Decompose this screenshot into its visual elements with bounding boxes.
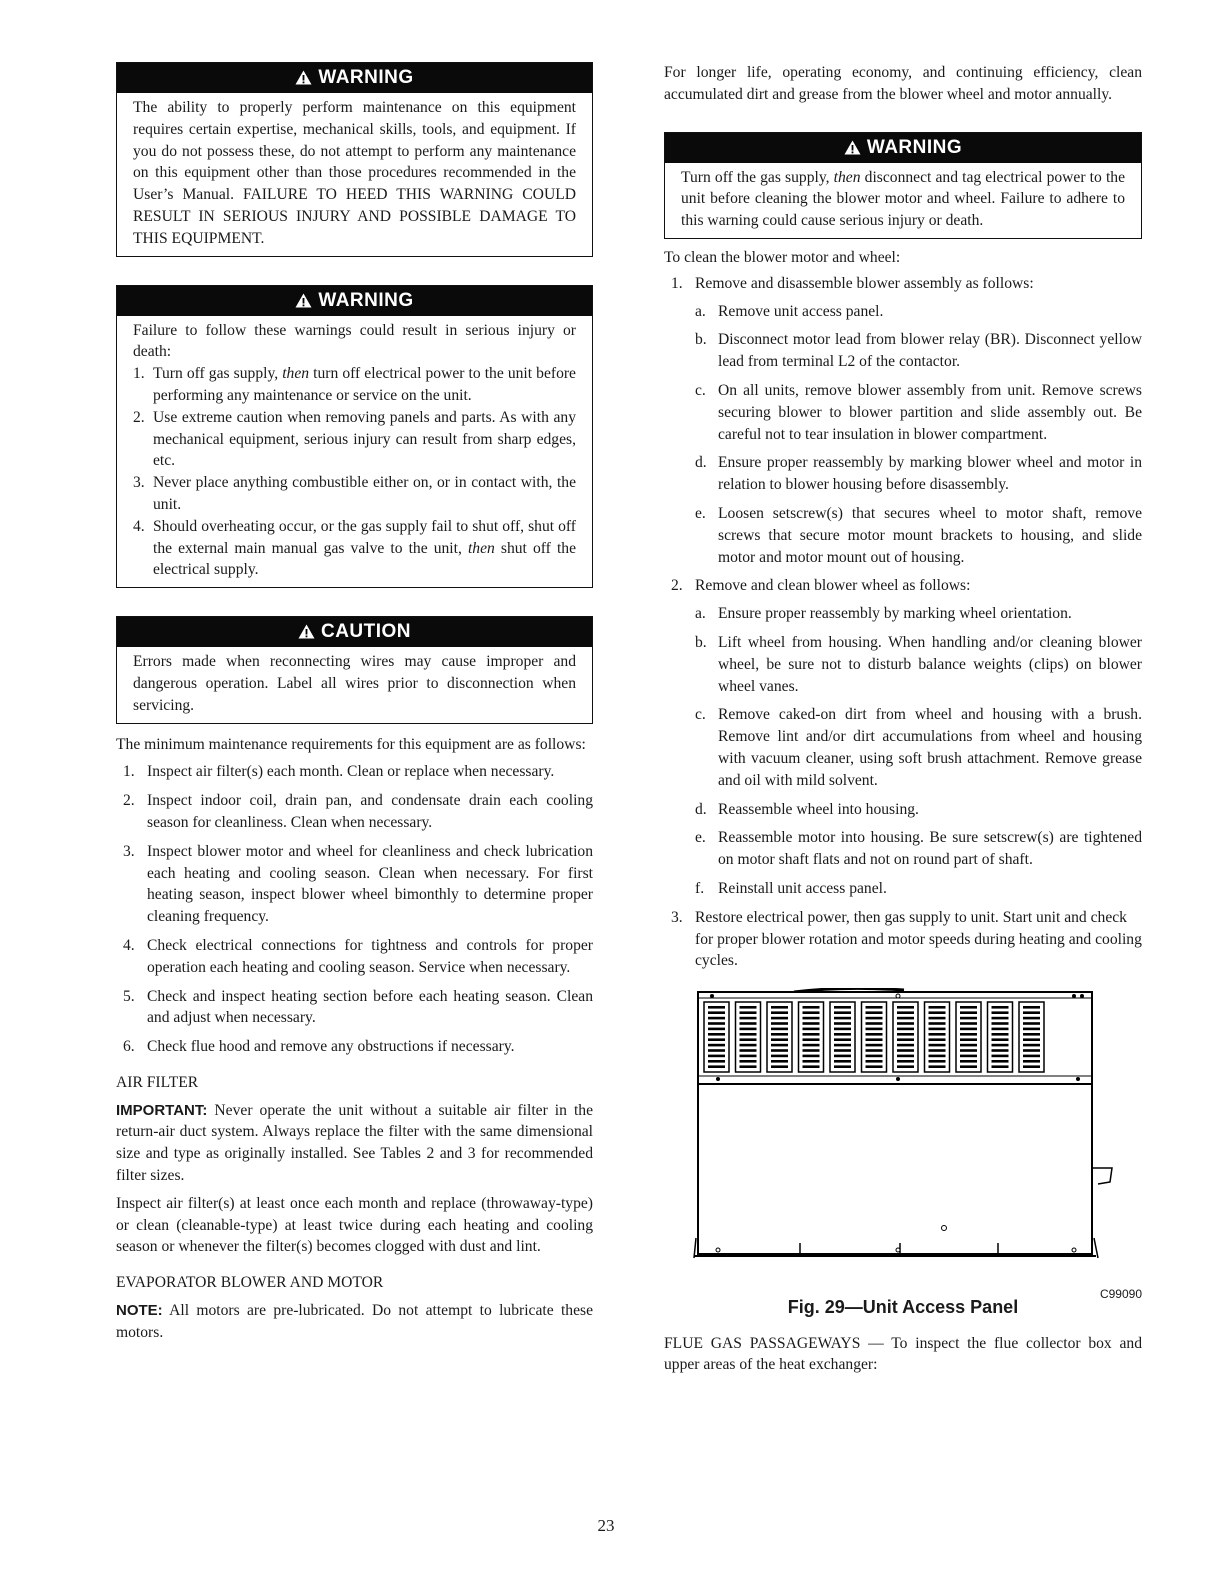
louver-slat xyxy=(708,1033,725,1036)
louver-slat xyxy=(960,1022,977,1025)
warning-triangle-icon xyxy=(298,624,315,639)
louver-slat xyxy=(866,1038,883,1041)
section-heading-flue: FLUE GAS PASSAGEWAYS xyxy=(664,1334,861,1352)
flue-paragraph: FLUE GAS PASSAGEWAYS — To inspect the flue collector box and upper areas of the heat exchanger: xyxy=(664,1334,1142,1374)
sub-list xyxy=(695,603,1142,900)
important-paragraph: IMPORTANT: Never operate the unit without a suitable air filter in the return-air duct system. Always replace the filter with the same dimensional size and type as originally installed. See Tables 2 and 3 for recommended filter sizes. xyxy=(116,1101,593,1185)
section-heading-air-filter: AIR FILTER xyxy=(116,1073,199,1091)
louver-slat xyxy=(897,1065,914,1068)
louver-slat xyxy=(960,1055,977,1058)
louver-slat xyxy=(992,1011,1009,1014)
louver-slat xyxy=(771,1028,788,1031)
louver-slat xyxy=(740,1049,757,1052)
louver-slat xyxy=(740,1017,757,1020)
louver-slat xyxy=(740,1055,757,1058)
louver-slat xyxy=(992,1055,1009,1058)
louver-slat xyxy=(740,1028,757,1031)
warning-triangle-icon xyxy=(295,70,312,85)
louver-slat xyxy=(1023,1060,1040,1063)
louver-slat xyxy=(992,1006,1009,1009)
sub-item: e. Loosen setscrew(s) that secures wheel to motor shaft, remove screws that secure motor mount brackets to housing, and slide motor and motor mount out of housing. xyxy=(695,504,1142,566)
louver-slat xyxy=(960,1065,977,1068)
list-item: 2. Use extreme caution when removing panels and parts. As with any mechanical equipment, serious injury can result from sharp edges, etc. xyxy=(133,408,576,470)
figure-unit-access-panel xyxy=(664,988,1142,1319)
louver-slat xyxy=(740,1011,757,1014)
note-label: NOTE: xyxy=(116,1302,163,1320)
louver-slat xyxy=(1023,1033,1040,1036)
louver-slat xyxy=(708,1017,725,1020)
page-number: 23 xyxy=(597,1516,615,1535)
louver-slat xyxy=(866,1022,883,1025)
list-item: 3. Inspect blower motor and wheel for cleanliness and check lubrication each heating and cooling season. Clean when necessary. For first heating season, inspect blower wheel bimonthly to determine proper cleaning frequency. xyxy=(123,842,593,926)
louver-slat xyxy=(866,1060,883,1063)
louver-slat xyxy=(1023,1055,1040,1058)
louver-slat xyxy=(1023,1065,1040,1068)
louver-slat xyxy=(803,1065,820,1068)
louver-slat xyxy=(708,1038,725,1041)
blower-intro: For longer life, operating economy, and continuing efficiency, clean accumulated dirt and grease from the blower wheel and motor annually. xyxy=(664,64,1142,103)
louver-slat xyxy=(803,1044,820,1047)
louver-slat xyxy=(929,1006,946,1009)
louver-slat xyxy=(929,1033,946,1036)
louver-slat xyxy=(771,1017,788,1020)
louver-slat xyxy=(740,1038,757,1041)
louver-slat xyxy=(929,1017,946,1020)
louver-slat xyxy=(866,1011,883,1014)
louver-slat xyxy=(960,1038,977,1041)
louver-slat xyxy=(866,1028,883,1031)
louver-slat xyxy=(708,1060,725,1063)
sub-item: b. Disconnect motor lead from blower relay (BR). Disconnect yellow lead from terminal L2 of the contactor. xyxy=(695,331,1142,371)
louver-slat xyxy=(992,1060,1009,1063)
warning-box-3 xyxy=(664,132,1142,239)
louver-slat xyxy=(1023,1017,1040,1020)
louver-slat xyxy=(992,1049,1009,1052)
louver-slat xyxy=(771,1038,788,1041)
louver-slat xyxy=(960,1017,977,1020)
list-item: 2. Remove and clean blower wheel as follows: a. Ensure proper reassembly by marking wheel orientation. b. Lift wheel from housing. When handling and/or cleaning blower wheel, be sure not to disturb balance weights (clips) on blower wheel vanes. c. Remove caked-on dirt from wheel and housing with a brush. Remove lint and/or dirt accumulations from wheel and housing with vacuum cleaner, using soft brush attachment. Remove grease and oil with mild solvent. d. Reassemble wheel into housing. e. Reassemble motor into housing. Be sure setscrew(s) are tightened on motor shaft flats and not on round part of shaft. f. Reinstall unit access panel. xyxy=(664,575,1142,899)
louver-slat xyxy=(866,1049,883,1052)
figure-caption: Fig. 29—Unit Access Panel xyxy=(787,1296,1019,1317)
louver-slat xyxy=(740,1006,757,1009)
warning-triangle-icon xyxy=(844,140,861,155)
louver-slat xyxy=(866,1006,883,1009)
sub-item: d. Ensure proper reassembly by marking blower wheel and motor in relation to blower housing before disassembly. xyxy=(695,454,1142,494)
louver-slat xyxy=(834,1017,851,1020)
louver-slat xyxy=(897,1028,914,1031)
louver-slat xyxy=(897,1055,914,1058)
louver-slat xyxy=(834,1028,851,1031)
sub-list xyxy=(695,301,1142,569)
louver-slat xyxy=(897,1022,914,1025)
note-paragraph: NOTE: All motors are pre-lubricated. Do not attempt to lubricate these motors. xyxy=(116,1302,593,1341)
maintenance-list xyxy=(116,761,593,1058)
louver-slat xyxy=(740,1060,757,1063)
list-item: 4. Check electrical connections for tightness and controls for proper operation each heating and cooling season. Service when necessary. xyxy=(123,936,593,976)
louver-slat xyxy=(708,1044,725,1047)
louver-slat xyxy=(992,1038,1009,1041)
louver-slat xyxy=(708,1028,725,1031)
warning-title: WARNING xyxy=(318,289,414,311)
left-column xyxy=(116,62,593,1344)
louver-slat xyxy=(708,1022,725,1025)
louver-slat xyxy=(866,1055,883,1058)
louver-slat xyxy=(834,1049,851,1052)
louver-slat xyxy=(771,1011,788,1014)
louver-slat xyxy=(992,1033,1009,1036)
louver-slat xyxy=(897,1017,914,1020)
louver-slat xyxy=(708,1006,725,1009)
louver-slat xyxy=(929,1065,946,1068)
louver-slat xyxy=(929,1049,946,1052)
louver-slat xyxy=(929,1060,946,1063)
figure-code: C99090 xyxy=(1099,1287,1142,1302)
louver-slat xyxy=(803,1022,820,1025)
sub-item: a. Ensure proper reassembly by marking wheel orientation. xyxy=(695,605,1072,623)
sub-item: a. Remove unit access panel. xyxy=(695,302,884,320)
louver-slat xyxy=(960,1049,977,1052)
louver-slat xyxy=(897,1044,914,1047)
list-item: 3. Never place anything combustible either on, or in contact with, the unit. xyxy=(133,474,576,513)
warning-box-1 xyxy=(116,62,593,257)
louver-slat xyxy=(803,1055,820,1058)
list-item: 2. Inspect indoor coil, drain pan, and condensate drain each cooling season for cleanliness. Clean when necessary. xyxy=(123,792,593,831)
caution-header xyxy=(117,617,592,647)
louver-slat xyxy=(1023,1049,1040,1052)
louver-slat xyxy=(897,1011,914,1014)
louver-slat xyxy=(771,1055,788,1058)
louver-slat xyxy=(803,1038,820,1041)
louver-slat xyxy=(929,1055,946,1058)
list-item: 5. Check and inspect heating section before each heating season. Clean and adjust when necessary. xyxy=(123,987,593,1027)
louver-slat xyxy=(708,1065,725,1068)
louver-slat xyxy=(992,1022,1009,1025)
louver-slat xyxy=(834,1044,851,1047)
louver-slat xyxy=(740,1065,757,1068)
louver-slat xyxy=(1023,1022,1040,1025)
louver-slat xyxy=(708,1049,725,1052)
louver-slat xyxy=(834,1011,851,1014)
warning-box-2 xyxy=(116,285,593,589)
louver-slat xyxy=(1023,1011,1040,1014)
warning-title: WARNING xyxy=(866,136,963,158)
louver-slat xyxy=(960,1033,977,1036)
sub-item: c. On all units, remove blower assembly from unit. Remove screws securing blower to blower partition and slide assembly out. Be careful not to tear insulation in blower compartment. xyxy=(695,381,1142,443)
louver-slat xyxy=(834,1022,851,1025)
louver-slat xyxy=(771,1060,788,1063)
louver-slat xyxy=(960,1028,977,1031)
louver-slat xyxy=(960,1060,977,1063)
louver-slat xyxy=(992,1065,1009,1068)
sub-item: d. Reassemble wheel into housing. xyxy=(695,800,919,818)
louver-slat xyxy=(803,1006,820,1009)
sub-item: b. Lift wheel from housing. When handling and/or cleaning blower wheel, be sure not to disturb balance weights (clips) on blower wheel vanes. xyxy=(695,633,1142,695)
louver-slat xyxy=(834,1006,851,1009)
unit-access-panel-drawing xyxy=(664,988,1142,1288)
warning-title: WARNING xyxy=(318,67,414,88)
louver-slat xyxy=(992,1028,1009,1031)
louver-slat xyxy=(1023,1006,1040,1009)
louver-slat xyxy=(803,1060,820,1063)
sub-item: c. Remove caked-on dirt from wheel and housing with a brush. Remove lint and/or dirt accumulations from wheel and housing with vacuum cleaner, using soft brush attachment. Remove grease and oil with mild solvent. xyxy=(695,706,1142,789)
clean-steps xyxy=(664,273,1142,972)
louver-slat xyxy=(992,1044,1009,1047)
louver-slat xyxy=(929,1028,946,1031)
list-item: 6. Check flue hood and remove any obstructions if necessary. xyxy=(123,1038,515,1056)
louver-slat xyxy=(929,1044,946,1047)
louver-slat xyxy=(834,1060,851,1063)
louver-slat xyxy=(1023,1038,1040,1041)
clean-intro: To clean the blower motor and wheel: xyxy=(664,248,901,266)
important-label: IMPORTANT: xyxy=(116,1101,208,1119)
caution-body: Errors made when reconnecting wires may cause improper and dangerous operation. Label all wires prior to disconnection when servicing. xyxy=(133,653,576,714)
louver-slat xyxy=(960,1044,977,1047)
louver-slat xyxy=(771,1044,788,1047)
warning-header xyxy=(665,133,1141,163)
louver-slat xyxy=(960,1011,977,1014)
list-item: 3. Restore electrical power, then gas supply to unit. Start unit and check for proper blower rotation and motor speeds during heating and cooling cycles. xyxy=(671,908,1142,970)
louver-slat xyxy=(929,1022,946,1025)
list-item: 1. Turn off gas supply, then turn off electrical power to the unit before performing any maintenance or service on the unit. xyxy=(133,365,576,404)
louver-slat xyxy=(1023,1044,1040,1047)
louver-slat xyxy=(803,1028,820,1031)
section-heading-evaporator: EVAPORATOR BLOWER AND MOTOR xyxy=(116,1274,384,1292)
louver-slat xyxy=(803,1033,820,1036)
sub-item: e. Reassemble motor into housing. Be sure setscrew(s) are tightened on motor shaft flats and not on round part of shaft. xyxy=(695,829,1142,869)
louver-slat xyxy=(803,1049,820,1052)
louver-slat xyxy=(866,1065,883,1068)
warning-triangle-icon xyxy=(295,293,312,308)
warning-header xyxy=(117,63,592,93)
louver-slat xyxy=(708,1011,725,1014)
louver-slat xyxy=(866,1033,883,1036)
louver-slat xyxy=(897,1033,914,1036)
louver-slat xyxy=(929,1011,946,1014)
louver-slat xyxy=(866,1017,883,1020)
louver-slat xyxy=(929,1038,946,1041)
louver-slat xyxy=(708,1055,725,1058)
louver-slat xyxy=(1023,1028,1040,1031)
louver-slat xyxy=(740,1022,757,1025)
caution-box xyxy=(116,616,593,723)
louver-slat xyxy=(834,1055,851,1058)
louver-slat xyxy=(866,1044,883,1047)
louver-slat xyxy=(897,1006,914,1009)
warning-header xyxy=(117,286,592,316)
warning-body: Turn off the gas supply, then disconnect and tag electrical power to the unit before cleaning the blower motor and wheel. Failure to adhere to this warning could cause serious injury or death. xyxy=(681,168,1125,230)
air-filter-paragraph: Inspect air filter(s) at least once each month and replace (throwaway-type) or clean (cleanable-type) at least twice during each heating and cooling season or whenever the filter(s) becomes clogged with dust and lint. xyxy=(116,1194,593,1256)
warning-intro: Failure to follow these warnings could result in serious injury or death: xyxy=(133,321,576,361)
maintenance-intro: The minimum maintenance requirements for this equipment are as follows: xyxy=(116,735,586,753)
warning-body xyxy=(117,316,592,588)
louver-slat xyxy=(740,1033,757,1036)
sub-item: f. Reinstall unit access panel. xyxy=(695,879,887,897)
louver-slat xyxy=(992,1017,1009,1020)
warning-list xyxy=(133,363,576,581)
louver-slat xyxy=(834,1065,851,1068)
louver-slat xyxy=(771,1033,788,1036)
list-item: 1. Remove and disassemble blower assembly as follows: a. Remove unit access panel. b. Disconnect motor lead from blower relay (BR). Disconnect yellow lead from terminal L2 of the contactor. c. On all units, remove blower assembly from unit. Remove screws securing blower to blower partition and slide assembly out. Be careful not to tear insulation in blower compartment. d. Ensure proper reassembly by marking blower wheel and motor in relation to blower housing before disassembly. e. Loosen setscrew(s) that secures wheel to motor shaft, remove screws that secure motor mount brackets to housing, and slide motor and motor mount out of housing. xyxy=(664,273,1142,569)
louver-slat xyxy=(771,1022,788,1025)
louver-slat xyxy=(960,1006,977,1009)
louver-slat xyxy=(897,1060,914,1063)
louver-slat xyxy=(740,1044,757,1047)
louver-slat xyxy=(897,1038,914,1041)
warning-body: The ability to properly perform maintenance on this equipment requires certain expertise, mechanical skills, tools, and equipment. If you do not possess these, do not attempt to perform any maintenance on this equipment other than those procedures recommended in the User’s Manual. FAILURE TO HEED THIS WARNING COULD RESULT IN SERIOUS INJURY AND POSSIBLE DAMAGE TO THIS EQUIPMENT. xyxy=(133,99,576,247)
right-column xyxy=(664,62,1142,1376)
louver-slat xyxy=(803,1017,820,1020)
caution-title: CAUTION xyxy=(320,621,412,643)
louver-slat xyxy=(771,1049,788,1052)
louver-slat xyxy=(771,1006,788,1009)
list-item: 4. Should overheating occur, or the gas supply fail to shut off, shut off the external main manual gas valve to the unit, then shut off the electrical supply. xyxy=(133,517,576,579)
louver-slat xyxy=(834,1033,851,1036)
louver-slat xyxy=(897,1049,914,1052)
list-item: 1. Inspect air filter(s) each month. Clean or replace when necessary. xyxy=(123,763,555,781)
louver-slat xyxy=(771,1065,788,1068)
louver-slat xyxy=(803,1011,820,1014)
louver-slat xyxy=(834,1038,851,1041)
